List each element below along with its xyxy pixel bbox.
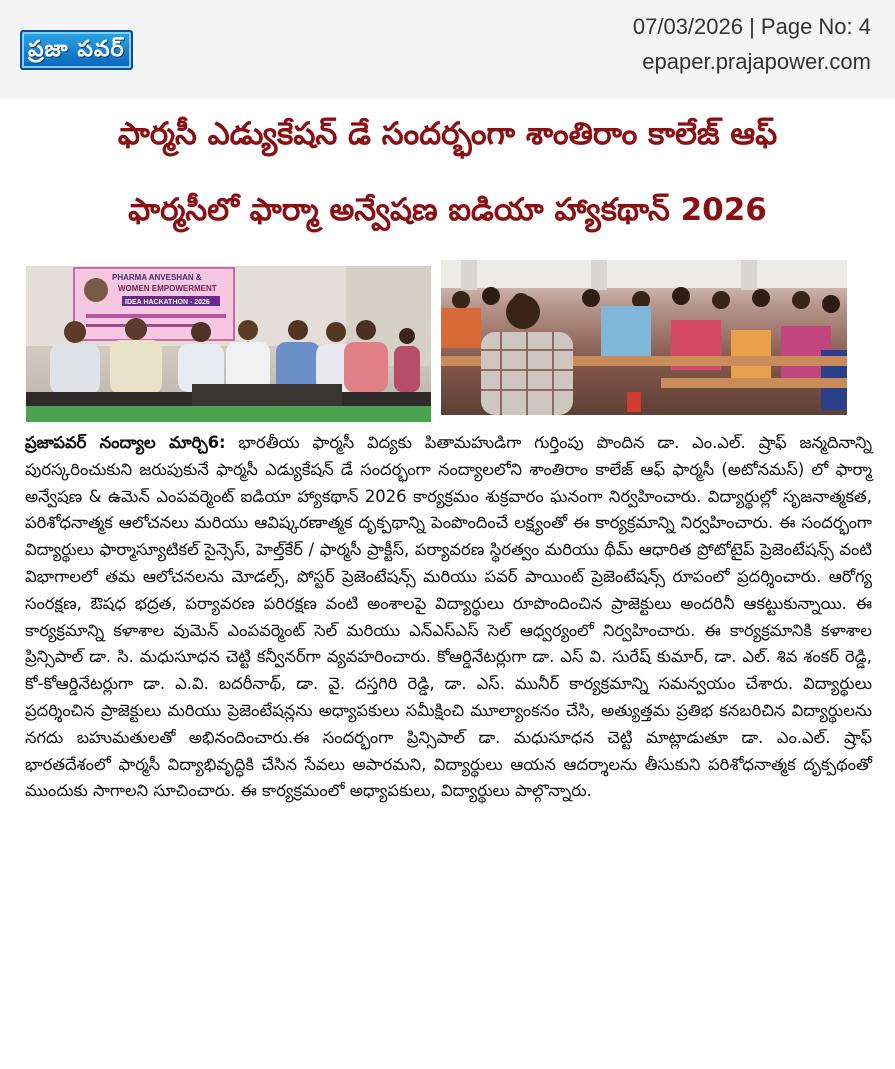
article-body — [25, 430, 872, 805]
stage-scene-graphic — [26, 266, 431, 422]
prajapower-logo[interactable]: ప్రజా పవర్ — [20, 30, 133, 70]
article-dateline: ప్రజాపవర్ నంద్యాల మార్చి6: — [25, 433, 226, 452]
headline-line-1: ఫార్మసీ ఎడ్యుకేషన్ డే సందర్భంగా శాంతిరాం కాలేజ్ ఆఫ్ — [117, 116, 778, 152]
epaper-header — [0, 0, 895, 98]
banner-line-2: WOMEN EMPOWERMENT — [118, 284, 217, 293]
audience-scene-graphic — [441, 260, 847, 415]
banner-line-3: IDEA HACKATHON - 2026 — [125, 299, 210, 306]
audience-students-photo — [441, 260, 847, 415]
teacher-figure — [481, 295, 573, 415]
stage-dignitaries-photo — [26, 266, 431, 422]
banner-line-1: PHARMA ANVESHAN & — [112, 273, 202, 282]
article-text: భారతీయ ఫార్మసీ విద్యకు పితామహుడిగా గుర్తింపు పొందిన డా. ఎం.ఎల్. ష్రాఫ్ జన్మదినాన్ని పురస్కరించుకుని జరుపుకునే ఫార్మసీ ఎడ్యుకేషన్ డే సందర్భంగా నంద్యాలలోని శాంతిరాం కాలేజ్ ఆఫ్ ఫార్మసీ (అటోనమస్) లో ఫార్మా అన్వేషణ & ఉమెన్ ఎంపవర్మెంట్ ఐడియా హ్యాకథాన్ 2026 కార్యక్రమం శుక్రవారం ఘనంగా నిర్వహించారు. విద్యార్థుల్లో సృజనాత్మకత, పరిశోధనాత్మక ఆలోచనలు మరియు ఆవిష్కరణాత్మక దృక్పథాన్ని పెంపొందించే లక్ష్యంతో ఈ కార్యక్రమాన్ని నిర్వహించారు. ఈ సందర్భంగా విద్యార్థులు ఫార్మాస్యూటికల్ సైన్సెస్, హెల్త్‌కేర్ / ఫార్మసీ ప్రాక్టీస్, పర్యావరణ స్థిరత్వం మరియు థీమ్ ఆధారిత ప్రోటోటైప్ ప్రెజెంటేషన్స్ వంటి విభాగాలలో తమ ఆలోచనలను మోడల్స్, పోస్టర్ ప్రెజెంటేషన్స్ మరియు పవర్ పాయింట్ ప్రెజెంటేషన్స్ రూపంలో ప్రదర్శించారు. ఆరోగ్య సంరక్షణ, ఔషధ భద్రత, పర్యావరణ పరిరక్షణ వంటి అంశాలపై విద్యార్థులు రూపొందించిన ప్రాజెక్టులు అందరినీ ఆకట్టుకున్నాయి. ఈ కార్యక్రమాన్ని కళాశాల వుమెన్ ఎంపవర్మెంట్ సెల్ మరియు ఎన్ఎస్ఎస్ సెల్ ఆధ్వర్యంలో నిర్వహించారు. ఈ కార్యక్రమానికి కళాశాల ప్రిన్సిపాల్ డా. సి. మధుసూధన చెట్టి కన్వీనర్‌గా వ్యవహరించారు. కోఆర్డినేటర్లుగా డా. ఎస్ వి. సురేష్ కుమార్, డా. ఎల్. శివ శంకర్ రెడ్డి, కో-కోఆర్డినేటర్లుగా డా. ఎ.వి. బదరీనాథ్, డా. వై. దస్తగిరి రెడ్డి, డా. ఎస్. మునీర్ కార్యక్రమాన్ని సమన్వయం చేశారు. విద్యార్థులు ప్రదర్శించిన ప్రాజెక్టులు మరియు ప్రెజెంటేషన్లను అధ్యాపకులు సమీక్షించి మూల్యాంకనం చేసి, అత్యుత్తమ ప్రతిభ కనబరిచిన విద్యార్థులను నగదు బహుమతులతో అభినందించారు.ఈ సందర్భంగా ప్రిన్సిపాల్ డా. మధుసూధన చెట్టి మాట్లాడుతూ డా. ఎం.ఎల్. ష్రాఫ్ భారతదేశంలో ఫార్మసీ విద్యాభివృద్ధికి చేసిన సేవలు అపారమని, విద్యార్థులు ఆయన ఆదర్శాలను తీసుకుని పరిశోధనాత్మక దృక్పథంతో ముందుకు సాగాలని సూచించారు. ఈ కార్యక్రమంలో అధ్యాపకులు, విద్యార్థులు పాల్గొన్నారు. — [25, 433, 873, 801]
date-page-number: 07/03/2026 | Page No: 4 — [632, 14, 871, 39]
site-url[interactable]: epaper.prajapower.com — [642, 49, 871, 74]
headline-line-2: ఫార్మసీలో ఫార్మా అన్వేషణ ఐడియా హ్యాకథాన్ 2026 — [128, 192, 767, 228]
